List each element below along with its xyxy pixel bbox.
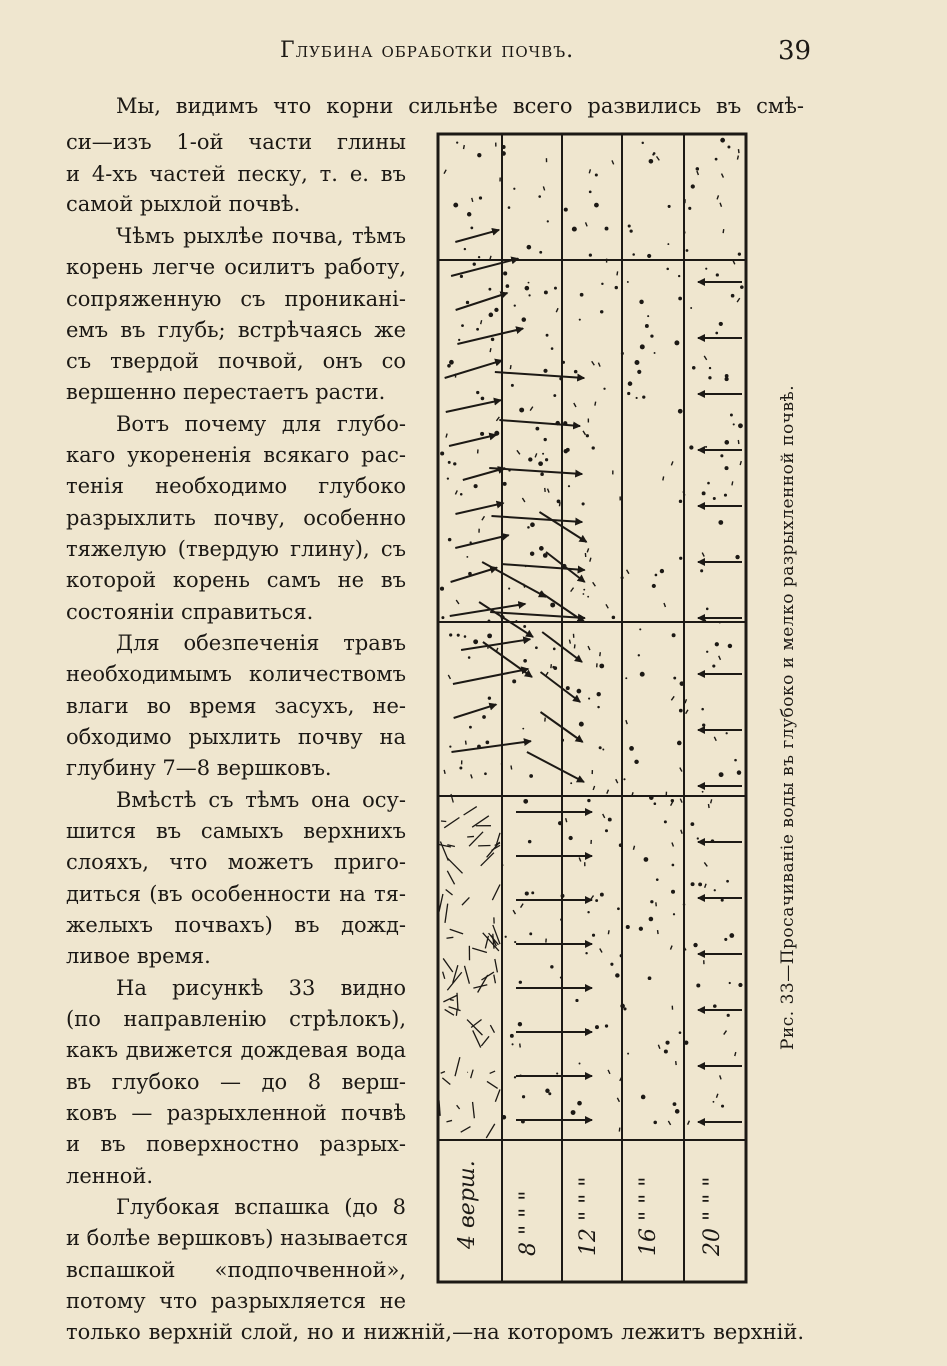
text-line: вершенно перестаетъ расти. — [66, 380, 386, 404]
text-line: На рисункѣ 33 видно — [116, 976, 406, 1000]
text-line: (по направленію стрѣлокъ), — [66, 1007, 406, 1031]
text-line: Для обезпеченія травъ — [116, 631, 406, 655]
text-line: необходимымъ количествомъ — [66, 662, 406, 686]
text-line: и въ поверхностно разрых- — [66, 1132, 406, 1156]
figure-drawing — [436, 132, 748, 1284]
text-line: шится въ самыхъ верхнихъ — [66, 819, 406, 843]
text-line: обходимо рыхлить почву на — [66, 725, 406, 749]
text-line: и 4-хъ частей песку, т. е. въ — [66, 162, 406, 186]
depth-label: 12 " " " — [576, 1176, 601, 1256]
text-line: Мы, видимъ что корни сильнѣе всего развились въ смѣ- — [116, 94, 804, 118]
text-line: ленной. — [66, 1164, 154, 1188]
page-number: 39 — [778, 36, 812, 66]
text-line: разрыхлить почву, особенно — [66, 506, 406, 530]
text-line: диться (въ особенности на тя- — [66, 882, 406, 906]
text-line: влаги во время засухъ, не- — [66, 694, 406, 718]
text-line: тенія необходимо глубоко — [66, 474, 406, 498]
text-line: желыхъ почвахъ) въ дожд- — [66, 913, 406, 937]
text-line: вспашкой «подпочвенной», — [66, 1258, 406, 1282]
depth-label: 8 " " " — [516, 1190, 541, 1256]
text-line: Чѣмъ рыхлѣе почва, тѣмъ — [116, 224, 406, 248]
figure-soil-percolation — [436, 132, 748, 1284]
text-line: какъ движется дождевая вода — [66, 1038, 406, 1062]
text-line: корень легче осилитъ работу, — [66, 255, 406, 279]
text-line: си—изъ 1-ой части глины — [66, 130, 406, 154]
text-line: слояхъ, что можетъ приго- — [66, 850, 406, 874]
text-line: тяжелую (твердую глину), съ — [66, 537, 406, 561]
figure-caption: Рис. 33—Просачиваніе воды въ глубоко и мелко разрыхленной почвѣ. — [778, 384, 798, 1050]
text-line: ливое время. — [66, 944, 211, 968]
text-line: Вотъ почему для глубо- — [116, 412, 406, 436]
depth-label: 16 " " " — [636, 1176, 661, 1256]
text-line: каго укорененія всякаго рас- — [66, 443, 406, 467]
text-line: сопряженную съ проникані- — [66, 287, 406, 311]
running-head: Глубина обработки почвъ. — [280, 38, 575, 63]
text-line: съ твердой почвой, онъ со — [66, 349, 406, 373]
text-line: и болѣе вершковъ) называется — [66, 1226, 409, 1250]
depth-label: 20 " " " — [700, 1176, 725, 1256]
text-line: состояніи справиться. — [66, 600, 314, 624]
text-line: емъ въ глубь; встрѣчаясь же — [66, 318, 406, 342]
text-line: Вмѣстѣ съ тѣмъ она осу- — [116, 788, 406, 812]
text-line: только верхній слой, но и нижній,—на которомъ лежитъ верхній. — [66, 1320, 804, 1344]
depth-label: 4 верш. — [455, 1160, 480, 1249]
text-line: ковъ — разрыхленной почвѣ — [66, 1101, 406, 1125]
text-line: самой рыхлой почвѣ. — [66, 192, 301, 216]
text-line: Глубокая вспашка (до 8 — [116, 1195, 406, 1219]
text-line: потому что разрыхляется не — [66, 1289, 406, 1313]
text-line: которой корень самъ не въ — [66, 568, 406, 592]
text-line: глубину 7—8 вершковъ. — [66, 756, 332, 780]
text-line: въ глубоко — до 8 верш- — [66, 1070, 406, 1094]
